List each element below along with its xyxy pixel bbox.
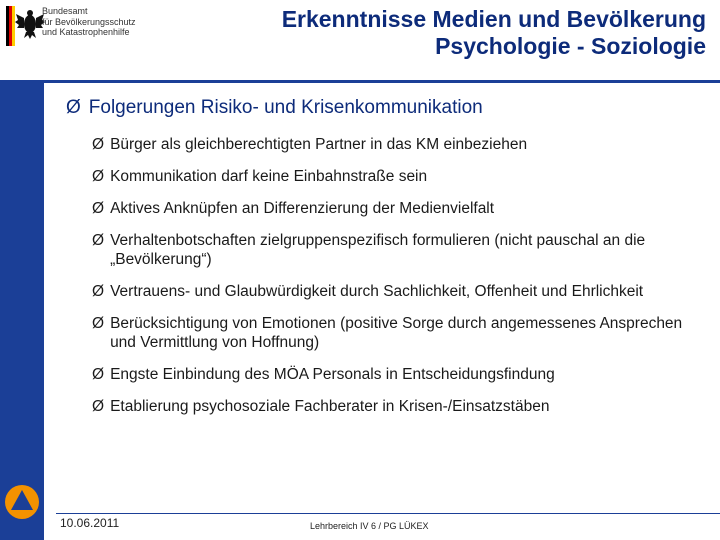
civil-protection-icon [4,484,40,520]
sub-bullet [92,231,706,269]
sub-bullet-text: Bürger als gleichberechtigten Partner in das KM einbeziehen [110,136,528,153]
arrow-bullet-icon: Ø [92,136,105,153]
arrow-bullet-icon: Ø [92,283,105,300]
agency-name-line: für Bevölkerungsschutz [42,16,136,27]
agency-name-line: und Katastrophenhilfe [42,27,130,37]
sub-bullet-text: Berücksichtigung von Emotionen (positive Sorge durch angemessenes Ansprechen und Vermittlung von Hoffnung) [110,315,683,351]
sub-bullet-text: Engste Einbindung des MÖA Personals in Entscheidungsfindung [110,366,555,383]
sub-bullet-text: Verhaltenbotschaften zielgruppenspezifisch formulieren (nicht pauschal an die „Bevölkerung“) [110,232,646,268]
sub-bullet-list [92,135,706,416]
footer-date: 10.06.2011 [60,516,120,530]
header-divider [0,80,720,83]
slide-title [282,6,706,60]
arrow-bullet-icon: Ø [92,398,105,415]
arrow-bullet-icon: Ø [92,200,105,217]
arrow-bullet-icon: Ø [92,315,105,332]
agency-name-line: Bundesamt [42,6,88,16]
sub-bullet-text: Aktives Anknüpfen an Differenzierung der Medienvielfalt [110,200,495,217]
sub-bullet [92,282,706,301]
sub-bullet [92,199,706,218]
left-sidebar-bar [0,83,44,540]
footer-department: Lehrbereich IV 6 / PG LÜKEX [310,521,429,531]
sub-bullet [92,397,706,416]
arrow-bullet-icon: Ø [92,168,105,185]
agency-name [42,6,152,38]
arrow-bullet-icon: Ø [92,366,105,383]
sub-bullet-text: Vertrauens- und Glaubwürdigkeit durch Sachlichkeit, Offenheit und Ehrlichkeit [110,283,644,300]
sub-bullet-text: Etablierung psychosoziale Fachberater in Krisen-/Einsatzstäben [110,398,550,415]
slide-content [66,96,706,429]
slide-title-line-1: Erkenntnisse Medien und Bevölkerung [281,6,706,32]
main-bullet [66,96,706,120]
slide-title-line-2: Psychologie - Soziologie [435,33,706,59]
sub-bullet-text: Kommunikation darf keine Einbahnstraße sein [110,168,428,185]
sub-bullet [92,167,706,186]
arrow-bullet-icon: Ø [66,97,81,118]
sub-bullet [92,365,706,384]
sub-bullet [92,135,706,154]
footer-divider [56,513,720,514]
main-bullet-text: Folgerungen Risiko- und Krisenkommunikation [88,97,483,118]
eagle-icon [6,4,46,48]
arrow-bullet-icon: Ø [92,232,105,249]
sub-bullet [92,314,706,352]
